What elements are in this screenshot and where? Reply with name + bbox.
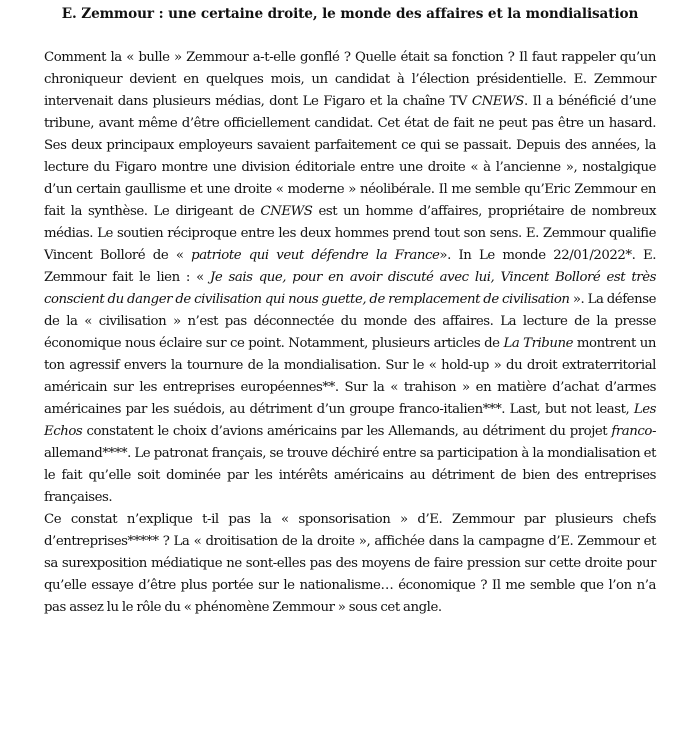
body-paragraph-2: Ce constat n’explique t-il pas la « sponsorisation » d’E. Zemmour par plusieurs chefs d’entreprises***** ? La « droitisation de la droite », affichée dans la campagne d’E. Zemmour et sa surexposition médiatique ne sont-elles pas des moyens de faire pression sur cette droite pour qu’elle essaye d’être plus portée sur le nationalisme… économique ? Il me semble que l’on n’a pas assez lu le rôle du « phénomène Zemmour » sous cet angle. [44,512,656,615]
paragraph-1-text-6: montrent un ton agressif envers la tournure de la mondialisation. Sur le « hold-up » du droit extraterritorial américain sur les entreprises européennes**. Sur la « trahison » en matière d’achat d’armes américaines par les suédois, au détriment d’un groupe franco-italien***. Last, but not least, [44,336,656,417]
document-title: E. Zemmour : une certaine droite, le monde des affaires et la mondialisation [61,6,639,22]
paragraph-1-italic-cnews-2: CNEWS [260,204,313,219]
paragraph-1-text-5: ». La défense de la « civilisation » n’est pas déconnectée du monde des affaires. La lecture de la presse économique nous éclaire sur ce point. Notamment, plusieurs articles de [44,292,656,351]
paragraph-1-text-3: est un homme d’affaires, propriétaire de nombreux médias. Le soutien réciproque entre les deux hommes prend tout son sens. E. Zemmour qualifie Vincent Bolloré de « [44,204,656,263]
paragraph-1-text-2: . Il a bénéficié d’une tribune, avant même d’être officiellement candidat. Cet état de fait ne peut pas être un hasard. Ses deux principaux employeurs savaient parfaitement ce qui se passait. Depuis des années, la lecture du Figaro montre une division éditoriale entre une droite « à l’ancienne », nostalgique d’un certain gaullisme et une droite « moderne » néolibérale. Il me semble qu’Eric Zemmour en fait la synthèse. Le dirigeant de [44,94,656,219]
body-paragraph-1 [44,47,656,509]
paragraph-1-italic-franco: franco [611,424,652,439]
paragraph-1-italic-les-echos: Les Echos [44,402,656,439]
paragraph-1-text-4: ». In Le monde 22/01/2022*. E. Zemmour fait le lien : « [44,248,656,285]
paragraph-1-italic-quote-2: Je sais que, pour en avoir discuté avec lui, Vincent Bolloré est très conscient du danger de civilisation qui nous guette, de remplacement de civilisation [44,270,656,307]
paragraph-1-italic-cnews-1: CNEWS [471,94,524,109]
paragraph-1-text-7: constatent le choix d’avions américains par les Allemands, au détriment du projet [82,424,612,439]
paragraph-1-text-1: Comment la « bulle » Zemmour a-t-elle gonflé ? Quelle était sa fonction ? Il faut rappeler qu’un chroniqueur devient en quelques mois, un candidat à l’élection présidentielle. E. Zemmour intervenait dans plusieurs médias, dont Le Figaro et la chaîne TV [44,50,656,109]
paragraph-1-italic-la-tribune: La Tribune [503,336,573,351]
paragraph-1-text-8: -allemand****. Le patronat français, se trouve déchiré entre sa participation à la mondialisation et le fait qu’elle soit dominée par les intérêts américains au détriment de bien des entreprises françaises. [44,424,656,505]
paragraph-1-italic-quote-1: patriote qui veut défendre la France [191,248,440,263]
